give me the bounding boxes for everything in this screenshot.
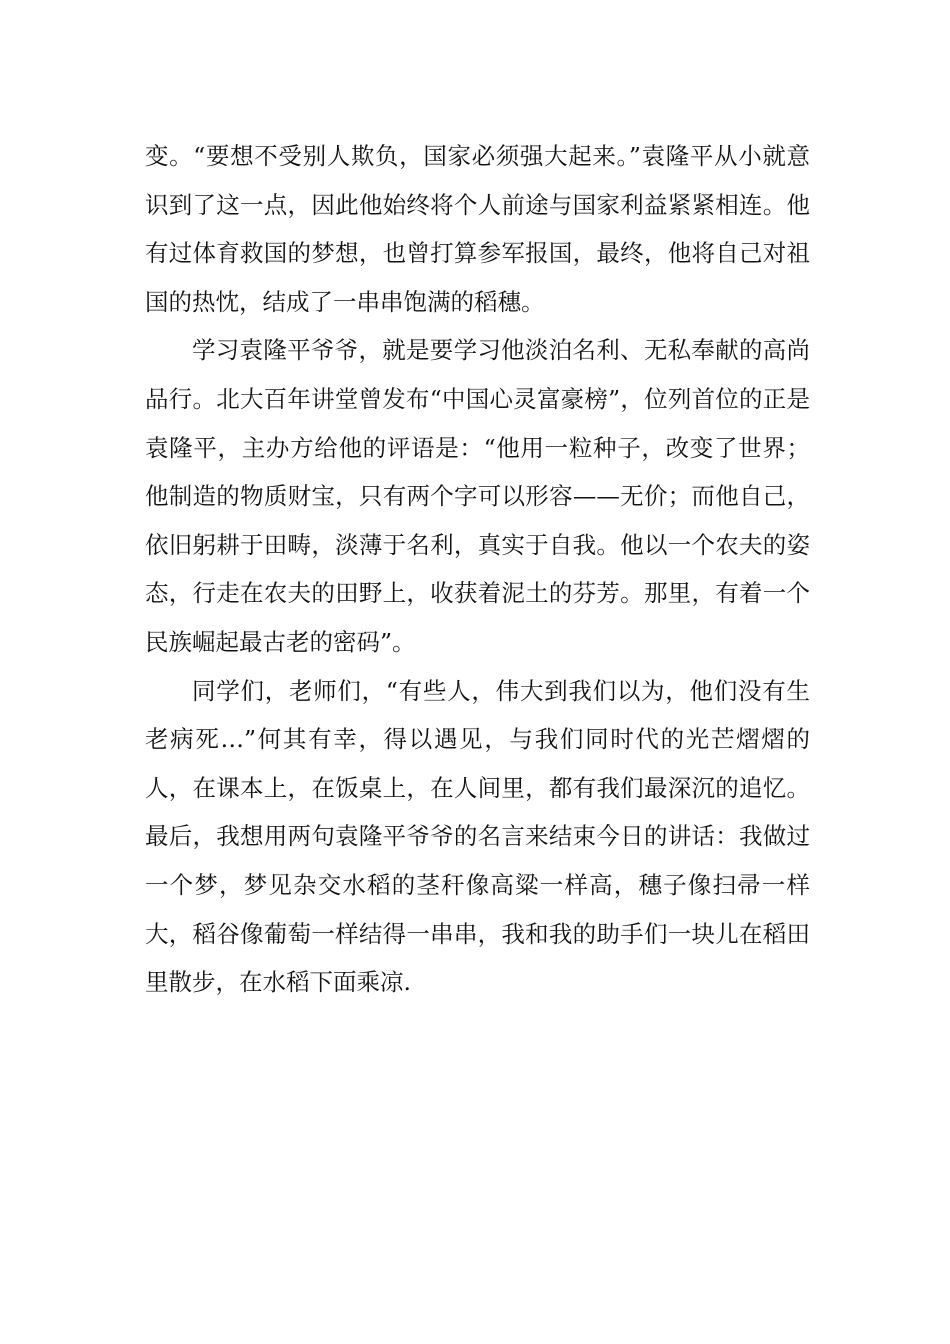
document-body [145,132,810,1007]
paragraph-closing-remarks: 同学们，老师们，“有些人，伟大到我们以为，他们没有生老病死…”何其有幸，得以遇见，与我们同时代的光芒熠熠的人，在课本上，在饭桌上，在人间里，都有我们最深沉的追忆。最后，我想用两句袁隆平爷爷的名言来结束今日的讲话：我做过一个梦，梦见杂交水稻的茎秆像高粱一样高，穗子像扫帚一样大，稻谷像葡萄一样结得一串串，我和我的助手们一块儿在稻田里散步，在水稻下面乘凉. [145,676,810,997]
paragraph-continuation: 变。“要想不受别人欺负，国家必须强大起来。”袁隆平从小就意识到了这一点，因此他始终将个人前途与国家利益紧紧相连。他有过体育救国的梦想，也曾打算参军报国，最终，他将自己对祖国的热忱，结成了一串串饱满的稻穗。 [145,142,810,316]
paragraph-yuan-longping-character: 学习袁隆平爷爷，就是要学习他淡泊名利、无私奉献的高尚品行。北大百年讲堂曾发布“中国心灵富豪榜”，位列首位的正是袁隆平，主办方给他的评语是：“他用一粒种子，改变了世界；他制造的物质财宝，只有两个字可以形容——无价；而他自己，依旧躬耕于田畴，淡薄于名利，真实于自我。他以一个农夫的姿态，行走在农夫的田野上，收获着泥土的芬芳。那里，有着一个民族崛起最古老的密码”。 [145,336,810,656]
